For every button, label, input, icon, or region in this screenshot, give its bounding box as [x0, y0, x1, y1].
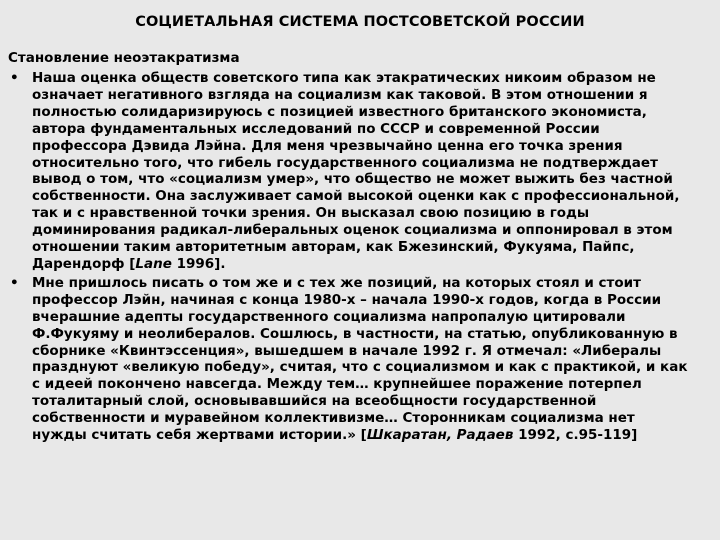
slide-title: СОЦИЕТАЛЬНАЯ СИСТЕМА ПОСТСОВЕТСКОЙ РОССИИ: [135, 14, 585, 30]
bullet-list: [8, 70, 688, 446]
reference-author: Шкаратан, Радаев: [366, 427, 514, 444]
slide-subtitle: Становление неоэтакратизма: [8, 50, 240, 66]
bullet-text: Наша оценка обществ советского типа как этакратических никоим образом не означает негативного взгляда на социализм как таковой. В этом отношении я полностью солидаризируюсь с позицией известного британского экономиста, автора фундаментальных исследований по СССР и современной России профессора Дэвида Лэйна. Для меня чрезвычайно ценна его точка зрения относительно того, что гибель государственного социализма не подтверждает вывод о том, что «социализм умер», что общество не может выжить без частной собственности. Она заслуживает самой высокой оценки как с профессиональной, так и с нравственной точки зрения. Он высказал свою позицию в годы доминирования радикал-либеральных оценок социализма и оппонировал в этом отношении таким авторитетным авторам, как Бжезинский, Фукуяма, Пайпс, Дарендорф [: [32, 70, 680, 272]
bullet-icon: •: [10, 70, 19, 86]
bullet-icon: •: [10, 274, 19, 291]
bullet-item-quote: [8, 275, 688, 444]
reference-tail: 1996].: [171, 255, 226, 272]
bullet-text: Мне пришлось писать о том же и с тех же позиций, на которых стоял и стоит профессор Лэйн, начиная с конца 1980-х – начала 1990-х годов, когда в России вчерашние адепты государственного социализма напропалую цитировали Ф.Фукуяму и неолибералов. Сошлюсь, в частности, на статью, опубликованную в сборнике «Квинтэссенция», вышедшем в начале 1992 г. Я отмечал: «Либералы празднуют «великую победу», считая, что с социализмом и как с практикой, и как с идеей покончено навсегда. Между тем… крупнейшее поражение потерпел тоталитарный слой, основывавшийся на всеобщности государственной собственности и муравейном коллективизме… Сторонникам социализма нет нужды считать себя жертвами истории.» [: [32, 274, 688, 444]
reference-author: Lane: [135, 255, 172, 272]
bullet-item-lane: [8, 70, 688, 273]
reference-tail: 1992, с.95-119]: [513, 427, 638, 444]
